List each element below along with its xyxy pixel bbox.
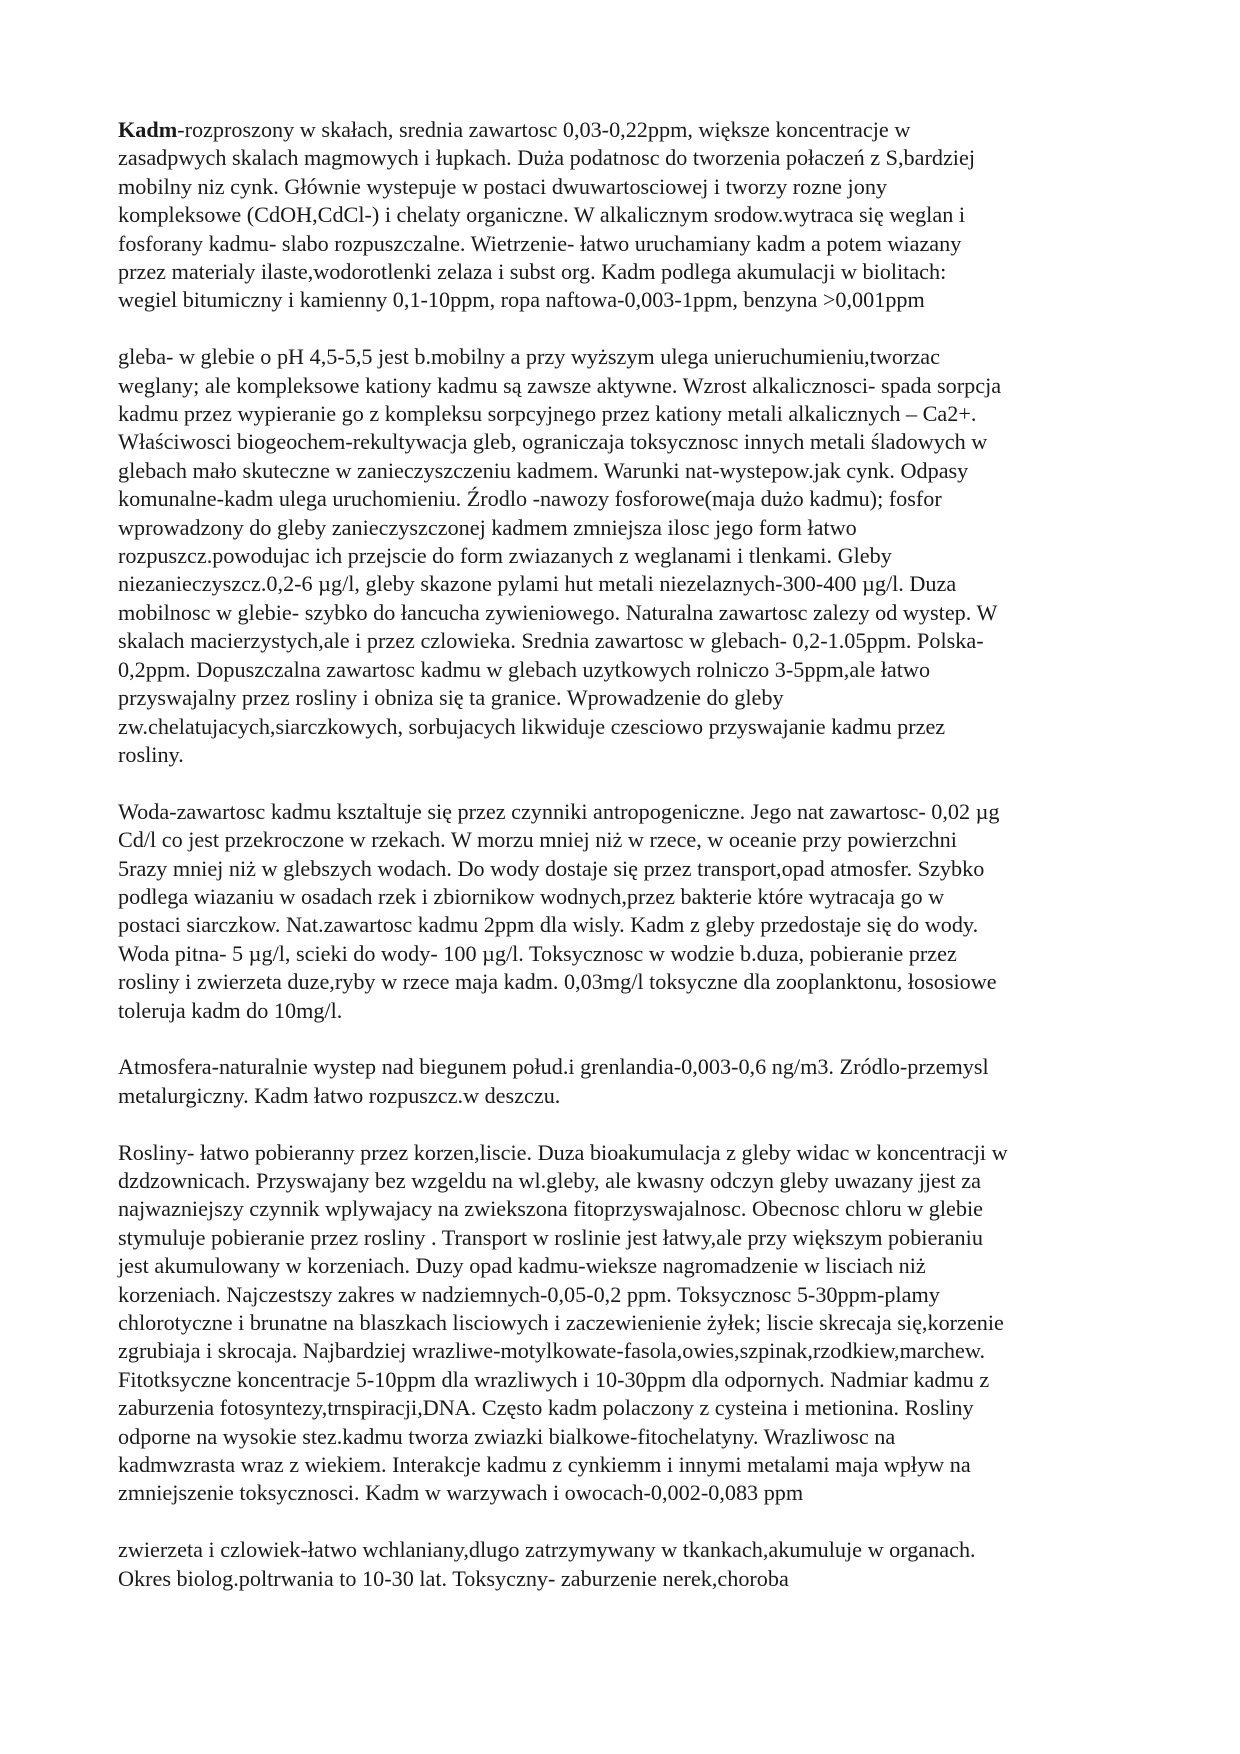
text-line: zgrubiaja i skrocaja. Najbardziej wrazliwe-motylkowate-fasola,owies,szpinak,rzodkiew,marchew. (118, 1338, 986, 1364)
text-line: Okres biolog.poltrwania to 10-30 lat. Toksyczny- zaburzenie nerek,choroba (118, 1565, 789, 1591)
text-line: Cd/l co jest przekroczone w rzekach. W morzu mniej niż w rzece, w oceanie przy powierzchni (118, 827, 957, 853)
text-line: mobilny niz cynk. Głównie wystepuje w postaci dwuwartosciowej i tworzy rozne jony (118, 173, 888, 199)
text-line: odporne na wysokie stez.kadmu tworza zwiazki bialkowe-fitochelatyny. Wrazliwosc na (118, 1423, 896, 1449)
text-line: zwierzeta i czlowiek-łatwo wchlaniany,dlugo zatrzymywany w tkankach,akumuluje w organach. (118, 1537, 976, 1563)
text-line: fosforany kadmu- slabo rozpuszczalne. Wietrzenie- łatwo uruchamiany kadm a potem wiazany (118, 230, 962, 256)
text-line: mobilnosc w glebie- szybko do łancucha zywieniowego. Naturalna zawartosc zalezy od wystep. W (118, 599, 998, 625)
text-line: wprowadzony do gleby zanieczyszczonej kadmem zmniejsza ilosc jego form łatwo (118, 514, 857, 540)
text-line: niezanieczyszcz.0,2-6 µg/l, gleby skazone pylami hut metali niezelaznych-300-400 µg/l. Duza (118, 571, 957, 597)
text-line: rozpuszcz.powodujac ich przejscie do form zwiazanych z weglanami i tlenkami. Gleby (118, 543, 892, 569)
text-line: kadmwzrasta wraz z wiekiem. Interakcje kadmu z cynkiemm i innymi metalami maja wpływ na (118, 1452, 971, 1478)
text-line: Atmosfera-naturalnie wystep nad biegunem połud.i grenlandia-0,003-0,6 ng/m3. Zródlo-przemysl (118, 1054, 989, 1080)
lead-term-bold: Kadm (118, 117, 178, 142)
text-line: glebach mało skuteczne w zanieczyszczeniu kadmem. Warunki nat-wystepow.jak cynk. Odpasy (118, 457, 969, 483)
text-line: dzdzownicach. Przyswajany bez wzgeldu na wl.gleby, ale kwasny odczyn gleby uwazany jjest za (118, 1167, 981, 1193)
text-line: zasadpwych skalach magmowych i łupkach. Duża podatnosc do tworzenia połaczeń z S,bardziej (118, 145, 975, 171)
paragraph-woda (118, 798, 1128, 1025)
text-line: przez materialy ilaste,wodorotlenki zelaza i subst org. Kadm podlega akumulacji w biolitach: (118, 259, 947, 285)
text-line: Kadm-rozproszony w skałach, srednia zawartosc 0,03-0,22ppm, większe koncentracje w (118, 117, 911, 142)
text-line: najwazniejszy czynnik wplywajacy na zwiekszona fitoprzyswajalnosc. Obecnosc chloru w glebie (118, 1196, 983, 1222)
text-line: weglany; ale kompleksowe kationy kadmu są zawsze aktywne. Wzrost alkalicznosci- spada sorpcja (118, 372, 1002, 398)
text-line: podlega wiazaniu w osadach rzek i zbiornikow wodnych,przez bakterie które wytracaja go w (118, 883, 945, 909)
text-line: zaburzenia fotosyntezy,trnspiracji,DNA. Często kadm polaczony z cysteina i metionina. Rosliny (118, 1395, 974, 1421)
text-line: rosliny i zwierzeta duze,ryby w rzece maja kadm. 0,03mg/l toksyczne dla zooplanktonu, łososiowe (118, 969, 997, 995)
text-line: korzeniach. Najczestszy zakres w nadziemnych-0,05-0,2 ppm. Toksycznosc 5-30ppm-plamy (118, 1281, 940, 1307)
text-line: gleba- w glebie o pH 4,5-5,5 jest b.mobilny a przy wyższym ulega unieruchumieniu,tworzac (118, 344, 940, 370)
text-line: stymuluje pobieranie przez rosliny . Transport w roslinie jest łatwy,ale przy większym pobieraniu (118, 1224, 983, 1250)
text-line: chlorotyczne i brunatne na blaszkach lisciowych i zaczewienienie żyłek; liscie skrecaja się,korzenie (118, 1310, 1004, 1335)
paragraph-rosliny (118, 1139, 1128, 1508)
text-line: Właściwosci biogeochem-rekultywacja gleb, ograniczaja toksycznosc innych metali śladowych w (118, 429, 988, 455)
text-line: Fitotksyczne koncentracje 5-10ppm dla wrazliwych i 10-30ppm dla odpornych. Nadmiar kadmu z (118, 1366, 990, 1392)
text-line: Rosliny- łatwo pobieranny przez korzen,liscie. Duza bioakumulacja z gleby widac w koncentracji w (118, 1139, 1008, 1165)
text-line: rosliny. (118, 741, 184, 767)
text-line: komunalne-kadm ulega uruchomieniu. Źrodlo -nawozy fosforowe(maja dużo kadmu); fosfor (118, 486, 942, 512)
text-line: wegiel bitumiczny i kamienny 0,1-10ppm, ropa naftowa-0,003-1ppm, benzyna >0,001ppm (118, 287, 925, 313)
text-line: przyswajalny przez rosliny i obniza się ta granice. Wprowadzenie do gleby (118, 685, 784, 711)
text-line: metalurgiczny. Kadm łatwo rozpuszcz.w deszczu. (118, 1082, 561, 1108)
paragraph-gleba (118, 343, 1128, 769)
text-line: postaci siarczkow. Nat.zawartosc kadmu 2ppm dla wisly. Kadm z gleby przedostaje się do wody. (118, 912, 979, 938)
text-line: kadmu przez wypieranie go z kompleksu sorpcyjnego przez kationy metali alkalicznych – Ca2+. (118, 401, 977, 427)
text-line: zw.chelatujacych,siarczkowych, sorbujacych likwiduje czesciowo przyswajanie kadmu przez (118, 713, 946, 739)
text-line: zmniejszenie toksycznosci. Kadm w warzywach i owocach-0,002-0,083 ppm (118, 1480, 804, 1506)
text-line: 0,2ppm. Dopuszczalna zawartosc kadmu w glebach uzytkowych rolniczo 3-5ppm,ale łatwo (118, 656, 931, 682)
text-line: skalach macierzystych,ale i przez czlowieka. Srednia zawartosc w glebach- 0,2-1.05ppm. Polska- (118, 628, 984, 654)
document-page (118, 116, 1128, 1593)
text-line: Woda pitna- 5 µg/l, scieki do wody- 100 µg/l. Toksycznosc w wodzie b.duza, pobieranie przez (118, 940, 957, 966)
text-line: 5razy mniej niż w glebszych wodach. Do wody dostaje się przez transport,opad atmosfer. Szybko (118, 855, 985, 881)
text-line: jest akumulowany w korzeniach. Duzy opad kadmu-wieksze nagromadzenie w lisciach niż (118, 1253, 926, 1279)
text-line: Woda-zawartosc kadmu ksztaltuje się przez czynniki antropogeniczne. Jego nat zawartosc- 0,02 µg (118, 798, 1000, 824)
paragraph-atmosfera (118, 1053, 1128, 1110)
paragraph-zwierzeta (118, 1536, 1128, 1593)
text-line: kompleksowe (CdOH,CdCl-) i chelaty organiczne. W alkalicznym srodow.wytraca się weglan i (118, 202, 966, 228)
paragraph-kadm-intro (118, 116, 1128, 315)
text-line: toleruja kadm do 10mg/l. (118, 997, 343, 1023)
